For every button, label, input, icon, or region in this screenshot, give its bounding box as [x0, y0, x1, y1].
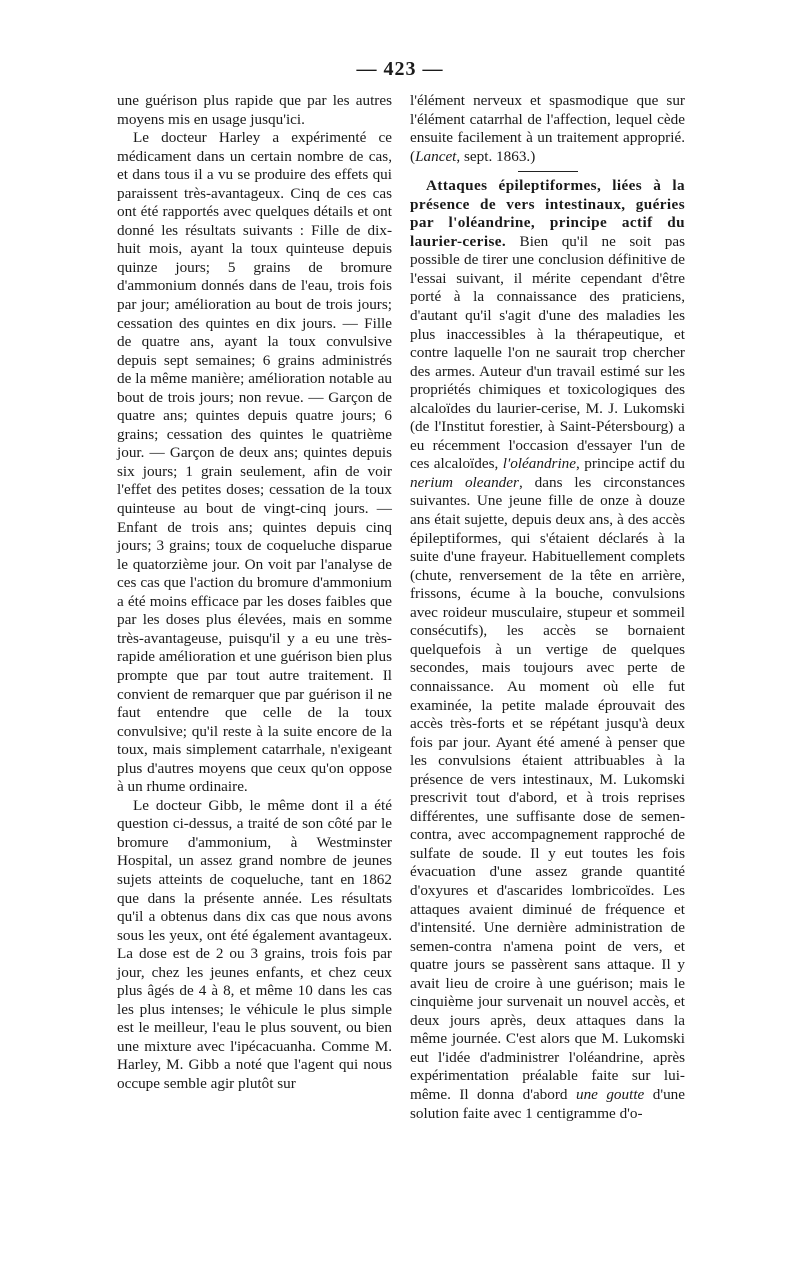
right-column — [410, 92, 685, 1123]
section-divider — [518, 171, 578, 172]
paragraph-continuation: une guérison plus rapide que par les autres moyens mis en usage jusqu'ici. — [117, 92, 392, 128]
left-column — [117, 92, 392, 1094]
section-text-a: Bien qu'il ne soit pas possible de tirer une conclusion définitive de l'essai suivant, il mérite cependant d'être porté à la connaissance des praticiens, d'autant qu'il s'agit d'une des maladies les plus inaccessibles à la thérapeutique, et contre laquelle l'on ne saurait trop chercher des armes. Auteur d'un travail estimé sur les propriétés chimiques et toxicologiques des alcaloïdes du laurier-cerise, M. J. Lukomski (de l'Institut forestier, à Saint-Pétersbourg) a eu récemment l'occasion d'essayer l'un de ces alcaloïdes, — [410, 232, 685, 473]
conclusion-text: l'élément nerveux et spasmodique que sur l'élément catarrhal de l'affection, lequel cède ensuite facilement à un traitement approprié. ( — [410, 92, 685, 165]
paragraph-gibb: Le docteur Gibb, le même dont il a été question ci-dessus, a traité de son côté par le bromure d'ammonium, à Westminster Hospital, un assez grand nombre de jeunes sujets atteints de coqueluche, tant en 1862 que dans la présente année. Les résultats qu'il a obtenus dans dix cas que nous avons sous les yeux, ont été également avantageux. La dose est de 2 ou 3 grains, trois fois par jour, chez les jeunes enfants, et chez ceux plus âgés de 4 à 8, et même 10 dans les cas les plus intenses; le véhicule le plus simple est le meilleur, l'eau le plus souvent, ou bien une mixture avec l'ipécacuanha. Comme M. Harley, M. Gibb a noté que l'agent qui nous occupe semble agir plutôt sur — [117, 796, 392, 1092]
source-journal: Lancet — [415, 147, 457, 165]
term-oleandrine: l'oléandrine — [502, 455, 577, 473]
term-goutte: une goutte — [575, 1085, 645, 1103]
section-heading: Attaques épileptiformes, liées à la présence de vers intestinaux, guéries par l'oléandrine, principe actif du laurier-cerise. — [410, 177, 685, 250]
section-text-d: d'une solution faite avec 1 centigramme d'o- — [410, 1085, 685, 1122]
paragraph-harley: Le docteur Harley a expérimenté ce médicament dans un certain nombre de cas, et dans tous il a vu se produire des effets qui paraissent très-avantageux. Cinq de ces cas ont été rapportés avec quelques détails et ont donné les résultats suivants : Fille de dix-huit mois, ayant la toux quinteuse depuis quinze jours; 5 grains de bromure d'ammonium donnés dans de l'eau, trois fois par jour; amélioration au bout de trois jours; cessation des quintes en dix jours. — Fille de quatre ans, ayant la toux convulsive depuis sept semaines; 6 grains administrés de la même manière; amélioration notable au bout de trois jours; non revue. — Garçon de quatre ans; quintes depuis quatre jours; 6 grains; cessation des quintes le quatrième jour. — Garçon de deux ans; quintes depuis six jours; 1 grain seulement, afin de voir l'effet des petites doses; cessation de la toux quinteuse au bout de vingt-cinq jours. — Enfant de trois ans; quintes depuis cinq jours; 3 grains; toux de coqueluche disparue le quatorzième jour. On voit par l'analyse de ces cas que l'action du bromure d'ammonium a été moins efficace par les doses faibles que par les doses plus élevées, mais en somme très-avantageuse, puisqu'il y a eu une très-rapide amélioration et une guérison bien plus prompte que par tout autre traitement. Il convient de remarquer que par guérison il ne faut entendre que celle de la toux convulsive; qu'il reste à la suite encore de la toux, mais simplement catarrhale, n'exigeant plus d'autres moyens que ceux qu'on oppose à un rhume ordinaire. — [117, 129, 392, 796]
paragraph-oleandrine — [410, 177, 685, 1123]
page-number: — 423 — — [356, 58, 444, 80]
section-text-b: , principe actif du — [576, 455, 685, 473]
term-nerium: nerium oleander — [410, 473, 519, 491]
section-text-c: , dans les circonstances suivantes. Une jeune fille de onze à douze ans était sujette, depuis deux ans, à des accès épileptiformes, qui s'étaient déclarés à la suite d'une frayeur. Habituellement complets (chute, renversement de la tête en arrière, frissons, écume à la bouche, convulsions avec roideur musculaire, stupeur et sommeil consécutifs), les accès se bornaient quelquefois à un vertige de quelques secondes, mais toujours avec perte de connaissance. Au moment où elle fut examinée, la petite malade éprouvait des accès très-forts et se répétant jusqu'à deux fois par jour. Ayant été amené à penser que les convulsions étaient attribuables à la présence de vers intestinaux, M. Lukomski prescrivit tout d'abord, et à trois reprises différentes, une suffisante dose de semen-contra, avec accompagnement rapproché de sulfate de soude. Il y eut toutes les fois évacuation d'une assez grande quantité d'oxyures et d'ascarides lombricoïdes. Les attaques avaient diminué de fréquence et d'intensité. Une dernière administration de semen-contra n'amena point de vers, et quatre jours se passèrent sans attaque. Il y avait lieu de croire à une guérison; mais le cinquième jour survenait un nouvel accès, et deux jours après, deux attaques dans la même journée. C'est alors que M. Lukomski eut l'idée d'administrer l'oléandrine, après expérimentation préalable faite sur lui-même. Il donna d'abord — [410, 473, 686, 1103]
source-date: , sept. 1863.) — [456, 147, 536, 165]
paragraph-conclusion — [410, 92, 685, 166]
